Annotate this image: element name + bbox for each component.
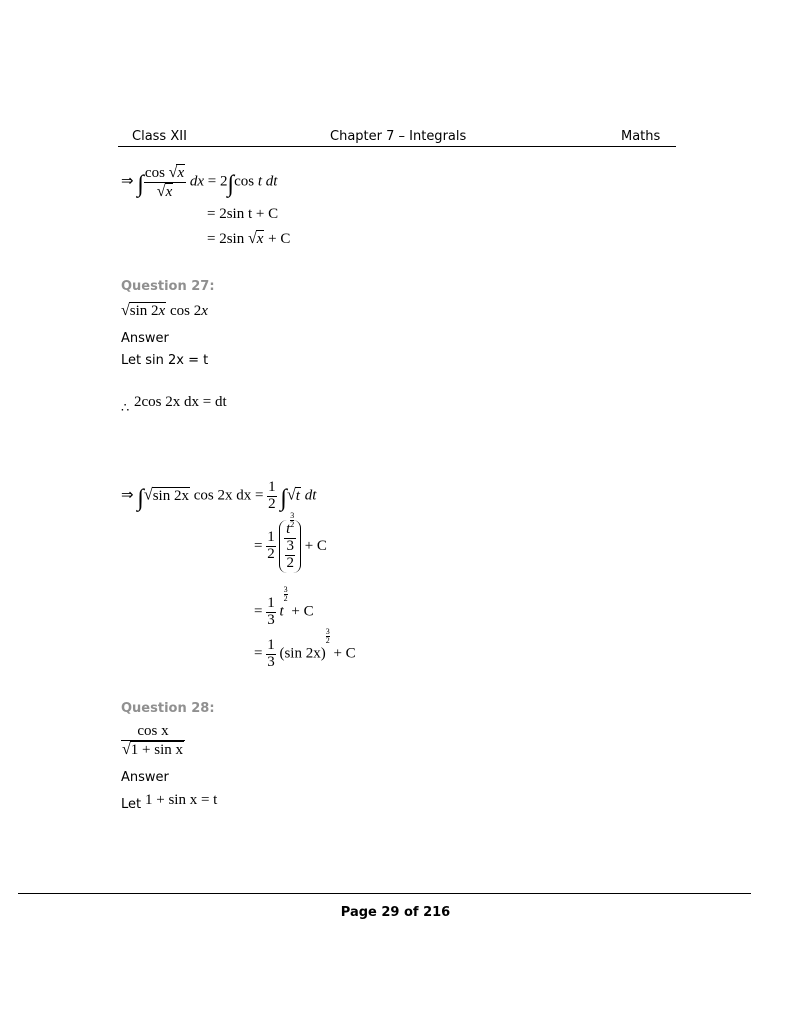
- question-28-title: Question 28:: [121, 701, 215, 716]
- header-chapter: Chapter 7 – Integrals: [330, 129, 467, 144]
- math-line-2: = 2sin t + C: [207, 206, 279, 222]
- therefore-symbol: ∴: [121, 400, 130, 415]
- bracket-group: t $\frac{3}{2}$ $\frac{3}{2}$: [279, 520, 301, 573]
- solution-line-4: = $\frac{1}{3}$ (sin 2x) $\frac{3}{2}$ + C: [254, 627, 356, 670]
- step-differential: 2cos 2x dx = dt: [134, 394, 227, 410]
- math-line-3: = 2sin √x + C: [207, 230, 291, 247]
- math-line-1: ⇒ ∫ $\frac{\cos √x}{√x}$ dx = 2∫cos t dt: [121, 164, 278, 200]
- let-label-28: Let: [121, 797, 142, 812]
- question-27-expression: √sin 2x cos 2x: [121, 302, 208, 319]
- let-statement-27: Let sin 2x = t: [121, 353, 209, 368]
- question-28-expression: $\frac{\text{cos x}}{\text{√1 + sin x}}$: [122, 723, 183, 758]
- answer-label-28: Answer: [121, 770, 169, 785]
- solution-line-2: = $\frac{1}{2}$ t $\frac{3}{2}$ $\frac{3}{2}$ + C: [254, 520, 327, 573]
- page-number: Page 29 of 216: [340, 905, 451, 920]
- solution-line-3: = $\frac{1}{3}$ t $\frac{3}{2}$ + C: [254, 585, 314, 628]
- let-expression-28: 1 + sin x = t: [145, 792, 218, 808]
- question-27-title: Question 27:: [121, 279, 215, 294]
- solution-line-1: ⇒ ∫√sin 2x cos 2x dx = $\frac{1}{2}$ ∫√t dt: [121, 479, 317, 512]
- header-class: Class XII: [132, 129, 187, 144]
- answer-label-27: Answer: [121, 331, 169, 346]
- header-rule: [118, 146, 676, 147]
- header-subject: Maths: [621, 129, 661, 144]
- footer-rule: [18, 893, 751, 894]
